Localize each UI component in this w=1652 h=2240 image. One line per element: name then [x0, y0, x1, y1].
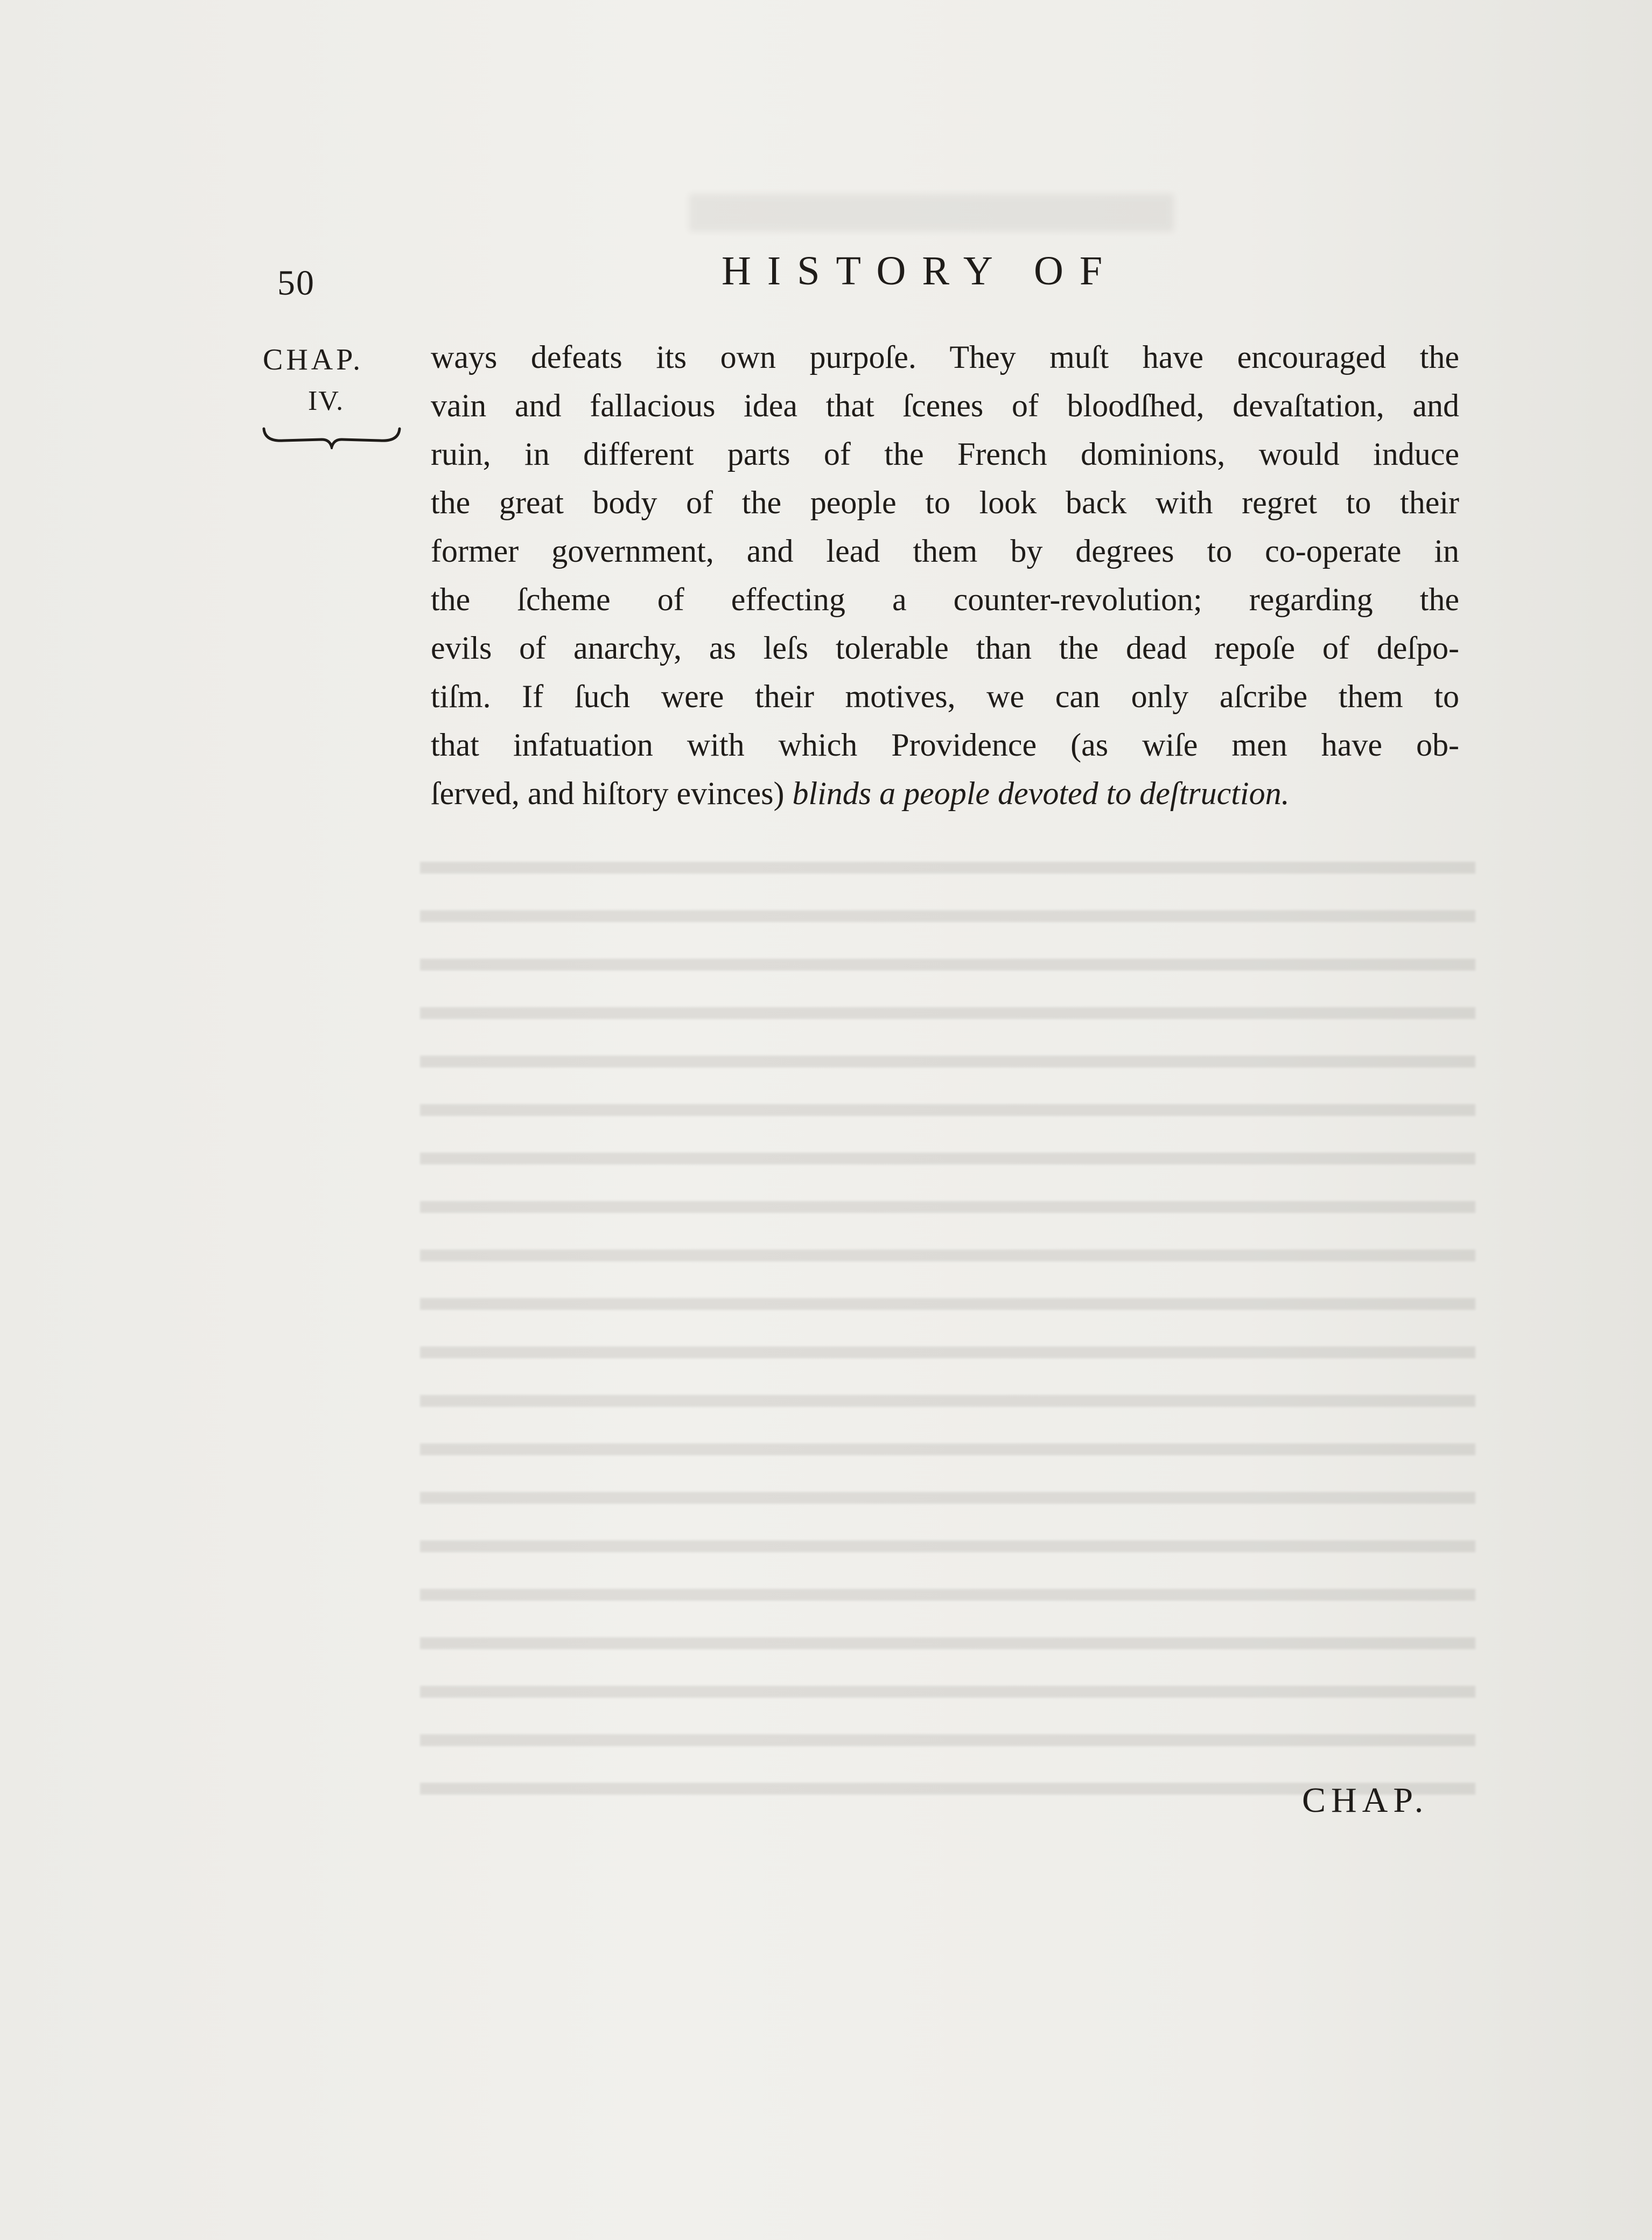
text-line: former government, and lead them by degrees to co-operate in	[431, 533, 1459, 569]
text-line: ruin, in different parts of the French dominions, would induce	[431, 436, 1459, 472]
last-line-plain: ſerved, and hiſtory evinces)	[431, 776, 793, 811]
text-line: the great body of the people to look back with regret to their	[431, 485, 1459, 520]
text-line: tiſm. If ſuch were their motives, we can only aſcribe them to	[431, 679, 1459, 714]
margin-chapter-label: CHAP.	[263, 343, 364, 376]
catchword: CHAP.	[1302, 1781, 1429, 1820]
running-title: HISTORY OF	[722, 248, 1119, 294]
text-line: evils of anarchy, as leſs tolerable than the dead repoſe of deſpo-	[431, 630, 1459, 666]
brace-ornament	[262, 425, 402, 449]
text-line-last	[431, 769, 1459, 818]
last-line-italic: blinds a people devoted to deſtruction.	[792, 776, 1290, 811]
bleed-through-text	[420, 862, 1475, 1804]
text-line: the ſcheme of effecting a counter-revolution; regarding the	[431, 582, 1459, 617]
text-line: vain and fallacious idea that ſcenes of bloodſhed, devaſtation, and	[431, 388, 1459, 423]
text-line: ways defeats its own purpoſe. They muſt have encouraged the	[431, 339, 1459, 375]
page-number: 50	[277, 263, 315, 303]
bleed-through-shadow	[689, 194, 1174, 232]
text-line: that infatuation with which Providence (as wiſe men have ob-	[431, 727, 1459, 763]
body-paragraph	[431, 333, 1459, 818]
margin-chapter-number: IV.	[308, 386, 345, 416]
